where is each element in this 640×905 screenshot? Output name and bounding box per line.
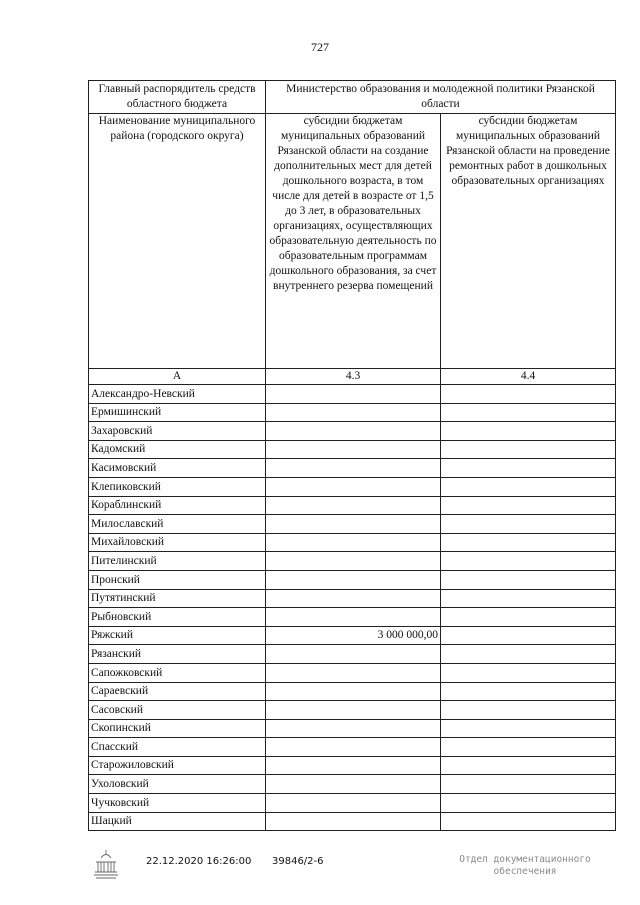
value-4-3 — [266, 812, 441, 831]
district-name: Касимовский — [89, 459, 266, 478]
district-name: Путятинский — [89, 589, 266, 608]
department-stamp-line1: Отдел документационного — [459, 854, 591, 865]
value-4-3 — [266, 570, 441, 589]
footer — [0, 848, 640, 888]
district-name: Ряжский — [89, 626, 266, 645]
value-4-3 — [266, 738, 441, 757]
value-4-3 — [266, 403, 441, 422]
value-4-4 — [441, 645, 616, 664]
value-4-4 — [441, 682, 616, 701]
ministry-name: Министерство образования и молодежной политики Рязанской области — [266, 81, 616, 114]
district-name: Кадомский — [89, 440, 266, 459]
table-row — [89, 459, 616, 478]
table-row — [89, 812, 616, 831]
value-4-3 — [266, 552, 441, 571]
department-stamp-line2: обеспечения — [493, 866, 557, 877]
table-row — [89, 682, 616, 701]
value-4-3 — [266, 440, 441, 459]
col-4-4-title: субсидии бюджетам муниципальных образований Рязанской области на проведение ремонтных работ в дошкольных образовательных организациях — [441, 114, 616, 369]
district-name: Рязанский — [89, 645, 266, 664]
value-4-4 — [441, 533, 616, 552]
stamp-doc-id: 39846/2-6 — [272, 856, 324, 867]
table-row — [89, 794, 616, 813]
value-4-3 — [266, 794, 441, 813]
district-name: Пронский — [89, 570, 266, 589]
value-4-3 — [266, 682, 441, 701]
table-row — [89, 496, 616, 515]
value-4-4 — [441, 515, 616, 534]
index-4-4: 4.4 — [441, 369, 616, 385]
value-4-4 — [441, 477, 616, 496]
district-name: Кораблинский — [89, 496, 266, 515]
table-row — [89, 701, 616, 720]
district-name: Александро-Невский — [89, 385, 266, 404]
header-row-distributor — [89, 81, 616, 114]
value-4-4 — [441, 552, 616, 571]
value-4-4 — [441, 794, 616, 813]
district-name: Ермишинский — [89, 403, 266, 422]
table-row — [89, 515, 616, 534]
value-4-4 — [441, 403, 616, 422]
district-name: Пителинский — [89, 552, 266, 571]
district-rows — [89, 385, 616, 831]
stamp-timestamp: 22.12.2020 16:26:00 — [146, 856, 252, 867]
budget-table — [88, 80, 616, 831]
table-row — [89, 533, 616, 552]
col-4-3-title: субсидии бюджетам муниципальных образований Рязанской области на создание дополнительных мест для детей дошкольного возраста, в том числе для детей в возрасте от 1,5 до 3 лет, в образовательных организациях, осуществляющих образовательную деятельность по образовательным программам дошкольного образования, за счет внутреннего резерва помещений — [266, 114, 441, 369]
value-4-3 — [266, 533, 441, 552]
value-4-4 — [441, 812, 616, 831]
table-row — [89, 738, 616, 757]
district-name: Сараевский — [89, 682, 266, 701]
value-4-3 — [266, 385, 441, 404]
value-4-4 — [441, 589, 616, 608]
district-label: Наименование муниципального района (городского округа) — [89, 114, 266, 369]
value-4-3: 3 000 000,00 — [266, 626, 441, 645]
value-4-3 — [266, 719, 441, 738]
index-row — [89, 369, 616, 385]
value-4-3 — [266, 589, 441, 608]
value-4-3 — [266, 756, 441, 775]
value-4-4 — [441, 496, 616, 515]
value-4-4 — [441, 756, 616, 775]
value-4-4 — [441, 570, 616, 589]
index-4-3: 4.3 — [266, 369, 441, 385]
table-row — [89, 422, 616, 441]
table-row — [89, 570, 616, 589]
table-row — [89, 440, 616, 459]
value-4-4 — [441, 738, 616, 757]
district-name: Рыбновский — [89, 608, 266, 627]
table-row — [89, 756, 616, 775]
district-name: Ухоловский — [89, 775, 266, 794]
value-4-3 — [266, 775, 441, 794]
district-name: Клепиковский — [89, 477, 266, 496]
value-4-4 — [441, 626, 616, 645]
district-name: Старожиловский — [89, 756, 266, 775]
value-4-4 — [441, 663, 616, 682]
value-4-4 — [441, 701, 616, 720]
value-4-4 — [441, 422, 616, 441]
district-name: Михайловский — [89, 533, 266, 552]
table-row — [89, 403, 616, 422]
value-4-4 — [441, 719, 616, 738]
distributor-label: Главный распорядитель средств областного бюджета — [89, 81, 266, 114]
district-name: Сасовский — [89, 701, 266, 720]
value-4-3 — [266, 459, 441, 478]
value-4-3 — [266, 515, 441, 534]
district-name: Милославский — [89, 515, 266, 534]
value-4-3 — [266, 496, 441, 515]
value-4-3 — [266, 645, 441, 664]
value-4-4 — [441, 385, 616, 404]
table-row — [89, 477, 616, 496]
value-4-4 — [441, 775, 616, 794]
value-4-4 — [441, 608, 616, 627]
table-row — [89, 645, 616, 664]
value-4-3 — [266, 422, 441, 441]
district-name: Шацкий — [89, 812, 266, 831]
value-4-3 — [266, 608, 441, 627]
value-4-4 — [441, 459, 616, 478]
table-row — [89, 608, 616, 627]
department-stamp — [440, 854, 610, 878]
value-4-4 — [441, 440, 616, 459]
district-name: Скопинский — [89, 719, 266, 738]
table-row — [89, 663, 616, 682]
value-4-3 — [266, 701, 441, 720]
page-number: 727 — [311, 40, 329, 54]
district-name: Спасский — [89, 738, 266, 757]
district-name: Чучковский — [89, 794, 266, 813]
value-4-3 — [266, 477, 441, 496]
index-a: А — [89, 369, 266, 385]
district-name: Сапожковский — [89, 663, 266, 682]
table-row — [89, 385, 616, 404]
table-row — [89, 719, 616, 738]
table-row — [89, 552, 616, 571]
table-row — [89, 589, 616, 608]
value-4-3 — [266, 663, 441, 682]
table-row — [89, 626, 616, 645]
header-row-columns — [89, 114, 616, 369]
district-name: Захаровский — [89, 422, 266, 441]
duma-building-icon — [92, 848, 120, 880]
table-row — [89, 775, 616, 794]
